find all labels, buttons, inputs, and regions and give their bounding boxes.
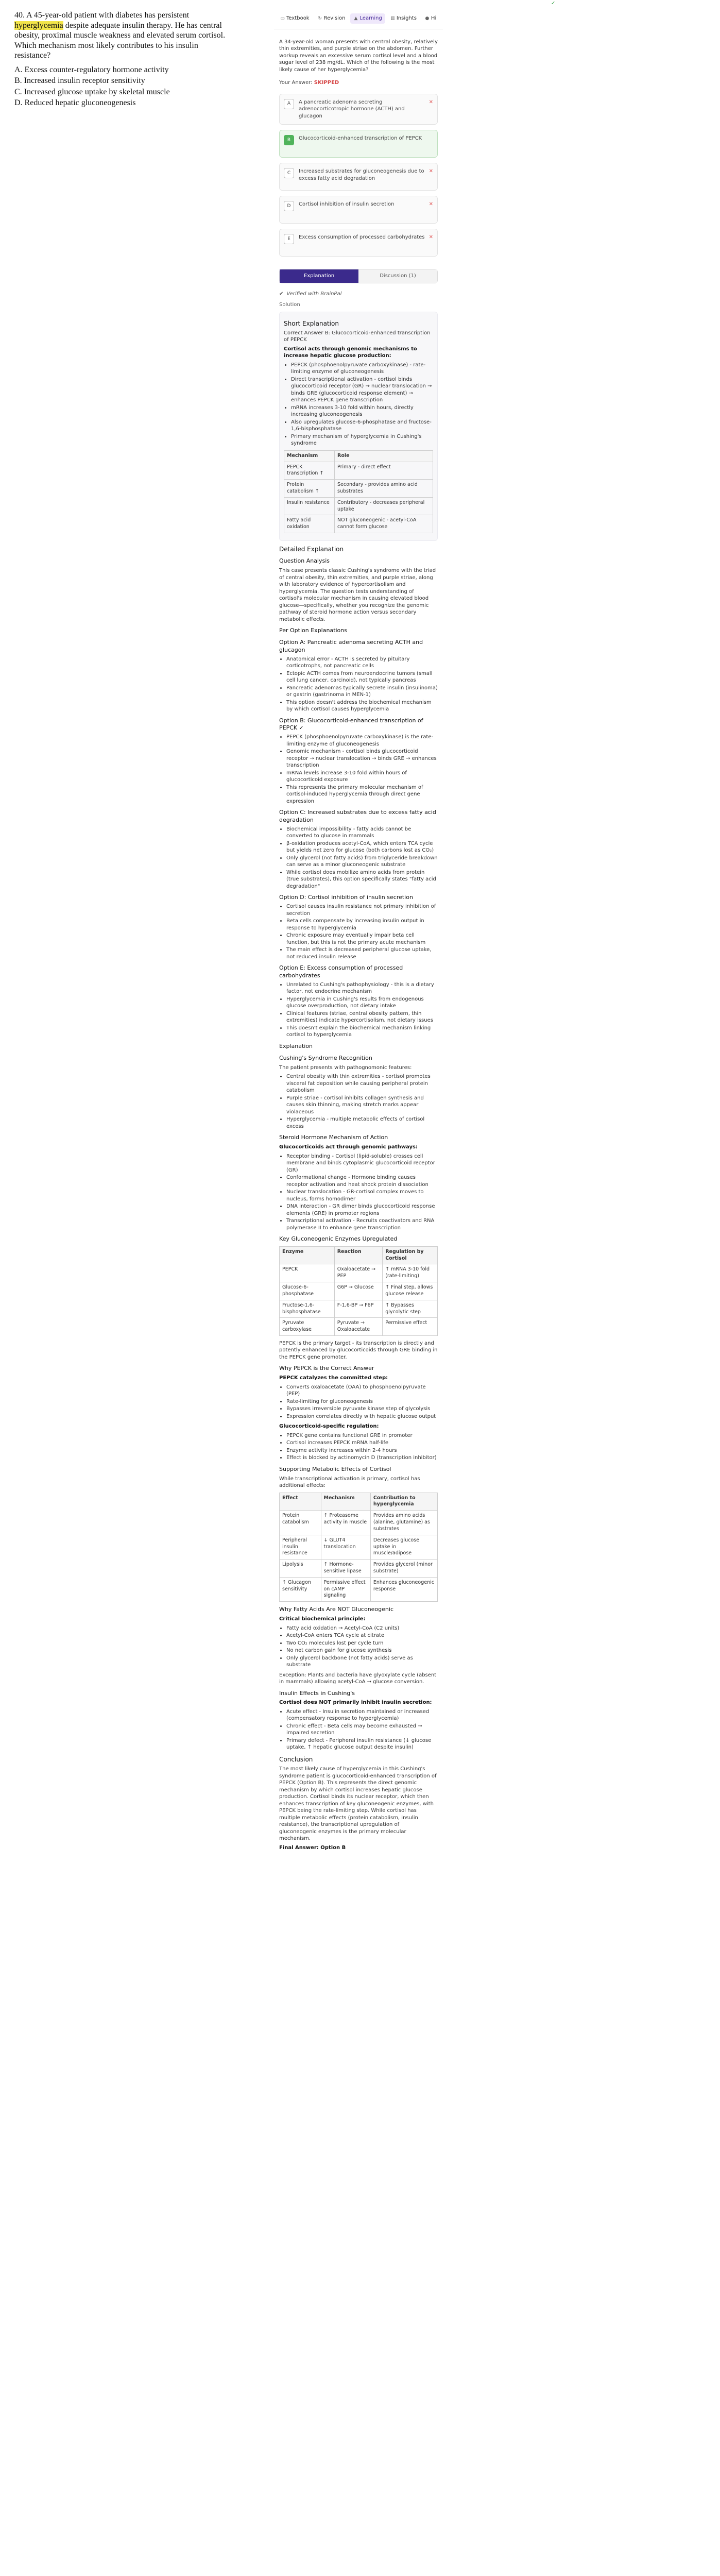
option-a-heading: Option A: Pancreatic adenoma secreting ACTH and glucagon (279, 638, 423, 653)
option-b-heading: Option B: Glucocorticoid-enhanced transcription of PEPCK ✓ (279, 717, 423, 732)
choice-c[interactable]: C Increased substrates for gluconeogenesis due to excess fatty acid degradation ✕ (279, 163, 438, 191)
choice-d[interactable]: D Cortisol inhibition of insulin secretion ✕ (279, 196, 438, 224)
table-row: Glucose-6-phosphatase G6P → Glucose ↑ Final step, allows glucose release (280, 1282, 438, 1300)
choice-e[interactable]: E Excess consumption of processed carbohydrates ✕ (279, 229, 438, 257)
user-icon: ● (425, 15, 430, 21)
choice-a[interactable]: A A pancreatic adenoma secreting adrenocorticotropic hormone (ACTH) and glucagon ✕ (279, 94, 438, 125)
wrong-icon: ✕ (428, 168, 433, 174)
table-row: Insulin resistance Contributory - decreases peripheral uptake (284, 497, 433, 515)
solution-body: Short Explanation Correct Answer B: Glucocorticoid-enhanced transcription of PEPCK Cortisol acts through genomic mechanisms to increase hepatic glucose production: • PEPCK (phosphoenolpyruvate carboxykinase) - rate-limiting enzyme of gluconeogenesis • Direct transcriptional activation - cortisol binds glucocorticoid receptor (GR) → nuclear translocation → binds GRE (glucocorticoid response element) → enhances PEPCK gene transcription • mRNA increases 3-10 fold within hours, directly increasing gluconeogenesis • Also upregulates glucose-6-phosphatase and fructose-1,6-bisphosphatase • Primary mechanism of hyperglycemia in Cushing's syndrome Mechanism Role PEPCK transcription ↑ Primary - direct effect Protein catabolism ↑ Secondary - provides amino acid substrates Insulin resistance Contributory - decreases peripheral uptake Fatty acid oxidation NOT gluconeogenic - acetyl-CoA cannot form glucose Detailed Explanation Question Analysis This case presents classic Cushing's syndrome with the triad of central obesity, thin extremities, and purple striae, along with laboratory evidence of hypercortisolism and hyperglycemia. The question tests understanding of cortisol's molecular mechanism in causing elevated blood glucose—specifically, whether you recognize the genomic pathway of steroid hormone action versus secondary metabolic effects. Per Option Explanations Option A: Pancreatic adenoma secreting ACTH and glucagon • Anatomical error - ACTH is secreted by pituitary corticotrophs, not pancreatic cells • Ectopic ACTH comes from neuroendocrine tumors (small cell lung cancer, carcinoid), not typically pancreas • Pancreatic adenomas typically secrete insulin (insulinoma) or gastrin (gastrinoma in MEN-1) • This option doesn't address the biochemical mechanism by which cortisol causes hyperglycemia Option B: Glucocorticoid-enhanced transcription of PEPCK ✓ • PEPCK (phosphoenolpyruvate carboxykinase) is the rate-limiting enzyme of gluconeogenesis • Genomic mechanism - cortisol binds glucocorticoid receptor → nuclear translocation → binds GRE → enhances transcription • mRNA levels increase 3-10 fold within hours of glucocorticoid exposure • This represents the primary molecular mechanism of cortisol-induced hyperglycemia through direct gene expression Option C: Increased substrates due to excess fatty acid degradation • Biochemical impossibility - fatty acids cannot be converted to glucose in mammals • β-oxidation produces acetyl-CoA, which enters TCA cycle but yields net zero for glucose (both carbons lost as CO₂) • Only glycerol (not fatty acids) from triglyceride breakdown can serve as a minor gluconeogenic substrate • While cortisol does mobilize amino acids from protein (true substrates), this option specifically states "fatty acid degradation" Option D: Cortisol inhibition of insulin secretion • Cortisol causes insulin resistance not primary inhibition of secretion • Beta cells compensate by increasing insulin output in response to hyperglycemia • Chronic exposure may eventually impair beta cell function, but this is not the primary acute mechanism • The main effect is decreased peripheral glucose uptake, not reduced insulin release Option E: Excess consumption of processed carbohydrates • Unrelated to Cushing's pathophysiology - this is a dietary factor, not endocrine mechanism • Hyperglycemia in Cushing's results from endogenous glucose overproduction, not dietary intake • Clinical features (striae, central obesity pattern, thin extremities) indicate hypercortisolism, not dietary issues • This doesn't explain the biochemical mechanism linking cortisol to hyperglycemia Explanation Cushing's Syndrome Recognition The patient presents with pathognomonic features: • Central obesity with thin extremities - cortisol promotes visceral fat deposition while causing peripheral protein catabolism • Purple striae - cortisol inhibits collagen synthesis and causes skin thinning, making stretch marks appear violaceous • Hyperglycemia - multiple metabolic effects of cortisol excess Steroid Hormone Mechanism of Action Glucocorticoids act through genomic pathways: • Receptor binding - Cortisol (lipid-soluble) crosses cell membrane and binds cytoplasmic glucocorticoid receptor (GR) • Conformational change - Hormone binding causes receptor activation and heat shock protein dissociation • Nuclear translocation - GR-cortisol complex moves to nucleus, forms homodimer • DNA interaction - GR dimer binds glucocorticoid response elements (GRE) in promoter regions • Transcriptional activation - Recruits coactivators and RNA polymerase II to enhance gene transcription Key Gluconeogenic Enzymes Upregulated Enzyme Reaction Regulation by Cortisol PEPCK Oxaloacetate → PEP ↑ mRNA 3-10 fold (rate-limiting) Glucose-6-phosphatase G6P → Glucose ↑ Final step, allows glucose release Fructose-1,6-bisphosphatase F-1,6-BP → F6P ↑ Bypasses glycolytic step Pyruvate carboxylase Pyruvate → Oxaloacetate Permissive effect PEPCK is the primary target - its transcription is directly and potently enhanced by glucocorticoids through GRE binding in the PEPCK gene promoter. Why PEPCK is the Correct Answer PEPCK catalyzes the committed step: • Converts oxaloacetate (OAA) to phosphoenolpyruvate (PEP) • Rate-limiting for gluconeogenesis • Bypasses irreversible pyruvate kinase step of glycolysis • Expression correlates directly with hepatic glucose output Glucocorticoid-specific regulation: • PEPCK gene contains functional GRE in promoter • Cortisol increases PEPCK mRNA half-life • Enzyme activity increases within 2-4 hours • Effect is blocked by actinomycin D (transcription inhibitor) Supporting Metabolic Effects of Cortisol While transcriptional activation is primary, cortisol has additional effects: Effect Mechanism Contribution to hyperglycemia Protein catabolism ↑ Proteasome activity in muscle Provides amino acids (alanine, glutamine) as substrates Peripheral insulin resistance ↓ GLUT4 translocation Decreases glucose uptake in muscle/adipose Lipolysis ↑ Hormone-sensitive lipase Provides glycerol (minor substrate) ↑ Glucagon sensitivity Permissive effect on cAMP signaling Enhances gluconeogenic response Why Fatty Acids Are NOT Gluconeogenic Critical biochemical principle: • Fatty acid oxidation → Acetyl-CoA (C2 units) • Acetyl-CoA enters TCA cycle at citrate • Two CO₂ molecules lost per cycle turn • No net carbon gain for glucose synthesis • Only glycerol backbone (not fatty acids) serve as substrate Exception: Plants and bacteria have glyoxylate cycle (absent in mammals) allowing acetyl-CoA → glucose conversion. Insulin Effects in Cushing's Cortisol does NOT primarily inhibit insulin secretion: • Acute effect - Insulin secretion maintained or increased (compensatory response to hyperglycemia) • Chronic effect - Beta cells may become exhausted → impaired secretion • Primary defect - Peripheral insulin resistance (↓ glucose uptake, ↑ hepatic glucose output despite insulin) Conclusion The most likely cause of hyperglycemia in this Cushing's syndrome patient is glucocorticoid-enhanced transcription of PEPCK (Option B). This represents the direct genomic mechanism by which cortisol increases hepatic glucose production. Cortisol binds its nuclear receptor, which then enhances transcription of key gluconeogenic enzymes, with PEPCK being the rate-limiting step. While cortisol has multiple metabolic effects (protein catabolism, insulin resistance), the transcriptional upregulation of gluconeogenic enzymes is the primary molecular mechanism. Final Answer: Option B (274, 312, 443, 1852)
option-c[interactable]: C. Increased glucose uptake by skeletal muscle (14, 87, 170, 96)
your-answer: Your Answer: SKIPPED (279, 80, 339, 86)
top-nav (274, 0, 443, 29)
question-number: 40. (14, 11, 25, 20)
short-title: Short Explanation (284, 319, 339, 327)
mechanism-table: Mechanism Role PEPCK transcription ↑ Primary - direct effect Protein catabolism ↑ Secondary - provides amino acid substrates Insulin resistance Contributory - decreases peripheral uptake Fatty acid oxidation NOT gluconeogenic - acetyl-CoA cannot form glucose (284, 450, 433, 533)
answer-panel (274, 0, 556, 1853)
option-b[interactable]: B. Increased insulin receptor sensitivity (14, 76, 145, 86)
short-bullets: • PEPCK (phosphoenolpyruvate carboxykinase) - rate-limiting enzyme of gluconeogenesis • Direct transcriptional activation - cortisol binds glucocorticoid receptor (GR) → nuclear translocation → binds GRE (glucocorticoid response element) → enhances PEPCK gene transcription • mRNA increases 3-10 fold within hours, directly increasing gluconeogenesis • Also upregulates glucose-6-phosphatase and fructose-1,6-bisphosphatase • Primary mechanism of hyperglycemia in Cushing's syndrome (291, 362, 433, 447)
choice-b[interactable]: B Glucocorticoid-enhanced transcription of PEPCK ✓ (279, 130, 438, 158)
final-answer: Final Answer: Option B (279, 1844, 346, 1851)
nav-textbook[interactable]: ▭ Textbook (280, 15, 310, 21)
nav-insights[interactable]: ▥ Insights (390, 15, 417, 21)
question-panel (14, 10, 236, 109)
table-row: Protein catabolism ↑ Secondary - provides amino acid substrates (284, 480, 433, 498)
table-row: Peripheral insulin resistance ↓ GLUT4 translocation Decreases glucose uptake in muscle/adipose (280, 1535, 438, 1559)
table-row: Fatty acid oxidation NOT gluconeogenic - acetyl-CoA cannot form glucose (284, 515, 433, 533)
tab-discussion[interactable]: Discussion (1) (358, 269, 437, 283)
question-stem: 40. A 45-year-old patient with diabetes has persistent hyperglycemia despite adequate insulin therapy. He has central obesity, proximal muscle weakness and elevated serum cortisol. Which mechanism most likely contributes to his insulin resistance? (14, 11, 226, 60)
graduation-icon: ▲ (354, 15, 358, 21)
solution-tabs (279, 269, 438, 283)
solution-label: Solution (279, 302, 300, 308)
table-row: Fructose-1,6-bisphosphatase F-1,6-BP → F6P ↑ Bypasses glycolytic step (280, 1300, 438, 1318)
check-icon: ✓ (551, 1, 556, 6)
verified-icon: ✔ (279, 291, 284, 297)
verified-stamp: ✔ Verified with BrainPal (279, 291, 342, 297)
table-row: Protein catabolism ↑ Proteasome activity in muscle Provides amino acids (alanine, glutamine) as substrates (280, 1511, 438, 1535)
table-row: ↑ Glucagon sensitivity Permissive effect on cAMP signaling Enhances gluconeogenic response (280, 1577, 438, 1601)
book-icon: ▭ (280, 15, 285, 21)
wrong-icon: ✕ (428, 99, 433, 105)
correct-answer-text: Correct Answer B: Glucocorticoid-enhanced transcription of PEPCK (284, 330, 431, 343)
tab-explanation[interactable]: Explanation (280, 269, 358, 283)
option-c-heading: Option C: Increased substrates due to excess fatty acid degradation (279, 809, 436, 824)
detailed-title: Detailed Explanation (279, 546, 344, 553)
nav-hi[interactable]: ● Hi (425, 15, 437, 21)
nav-learning[interactable]: ▲ Learning (350, 13, 385, 24)
option-d-heading: Option D: Cortisol inhibition of insulin secretion (279, 894, 413, 901)
table-row: Pyruvate carboxylase Pyruvate → Oxaloacetate Permissive effect (280, 1318, 438, 1336)
short-explanation-card: Short Explanation Correct Answer B: Glucocorticoid-enhanced transcription of PEPCK Cortisol acts through genomic mechanisms to increase hepatic glucose production: • PEPCK (phosphoenolpyruvate carboxykinase) - rate-limiting enzyme of gluconeogenesis • Direct transcriptional activation - cortisol binds glucocorticoid receptor (GR) → nuclear translocation → binds GRE (glucocorticoid response element) → enhances PEPCK gene transcription • mRNA increases 3-10 fold within hours, directly increasing gluconeogenesis • Also upregulates glucose-6-phosphatase and fructose-1,6-bisphosphatase • Primary mechanism of hyperglycemia in Cushing's syndrome Mechanism Role PEPCK transcription ↑ Primary - direct effect Protein catabolism ↑ Secondary - provides amino acid substrates Insulin resistance Contributory - decreases peripheral uptake Fatty acid oxidation NOT gluconeogenic - acetyl-CoA cannot form glucose (279, 312, 438, 541)
vignette-text: A 34-year-old woman presents with central obesity, relatively thin extremities, and purple striae on the abdomen. Further workup reveals an excessive serum cortisol level and a blood sugar level of 238 mg/dL. Which of the following is the most likely cause of her hyperglycemia? (279, 39, 438, 73)
table-row: Lipolysis ↑ Hormone-sensitive lipase Provides glycerol (minor substrate) (280, 1560, 438, 1578)
option-e-heading: Option E: Excess consumption of processed carbohydrates (279, 964, 403, 979)
option-d[interactable]: D. Reduced hepatic gluconeogenesis (14, 98, 136, 108)
option-a[interactable]: A. Excess counter-regulatory hormone activity (14, 65, 169, 74)
answer-status: SKIPPED (314, 80, 339, 86)
table-row: PEPCK transcription ↑ Primary - direct effect (284, 462, 433, 480)
table-row: PEPCK Oxaloacetate → PEP ↑ mRNA 3-10 fold (rate-limiting) (280, 1264, 438, 1282)
effects-table: Effect Mechanism Contribution to hyperglycemia Protein catabolism ↑ Proteasome activity in muscle Provides amino acids (alanine, glutamine) as substrates Peripheral insulin resistance ↓ GLUT4 translocation Decreases glucose uptake in muscle/adipose Lipolysis ↑ Hormone-sensitive lipase Provides glycerol (minor substrate) ↑ Glucagon sensitivity Permissive effect on cAMP signaling Enhances gluconeogenic response (279, 1493, 438, 1602)
nav-revision[interactable]: ↻ Revision (318, 15, 346, 21)
highlighted-term: hyperglycemia (14, 21, 63, 30)
refresh-icon: ↻ (318, 15, 322, 21)
wrong-icon: ✕ (428, 201, 433, 207)
enzyme-table: Enzyme Reaction Regulation by Cortisol PEPCK Oxaloacetate → PEP ↑ mRNA 3-10 fold (rate-limiting) Glucose-6-phosphatase G6P → Glucose ↑ Final step, allows glucose release Fructose-1,6-bisphosphatase F-1,6-BP → F6P ↑ Bypasses glycolytic step Pyruvate carboxylase Pyruvate → Oxaloacetate Permissive effect (279, 1246, 438, 1336)
wrong-icon: ✕ (428, 234, 433, 240)
chart-icon: ▥ (390, 15, 395, 21)
